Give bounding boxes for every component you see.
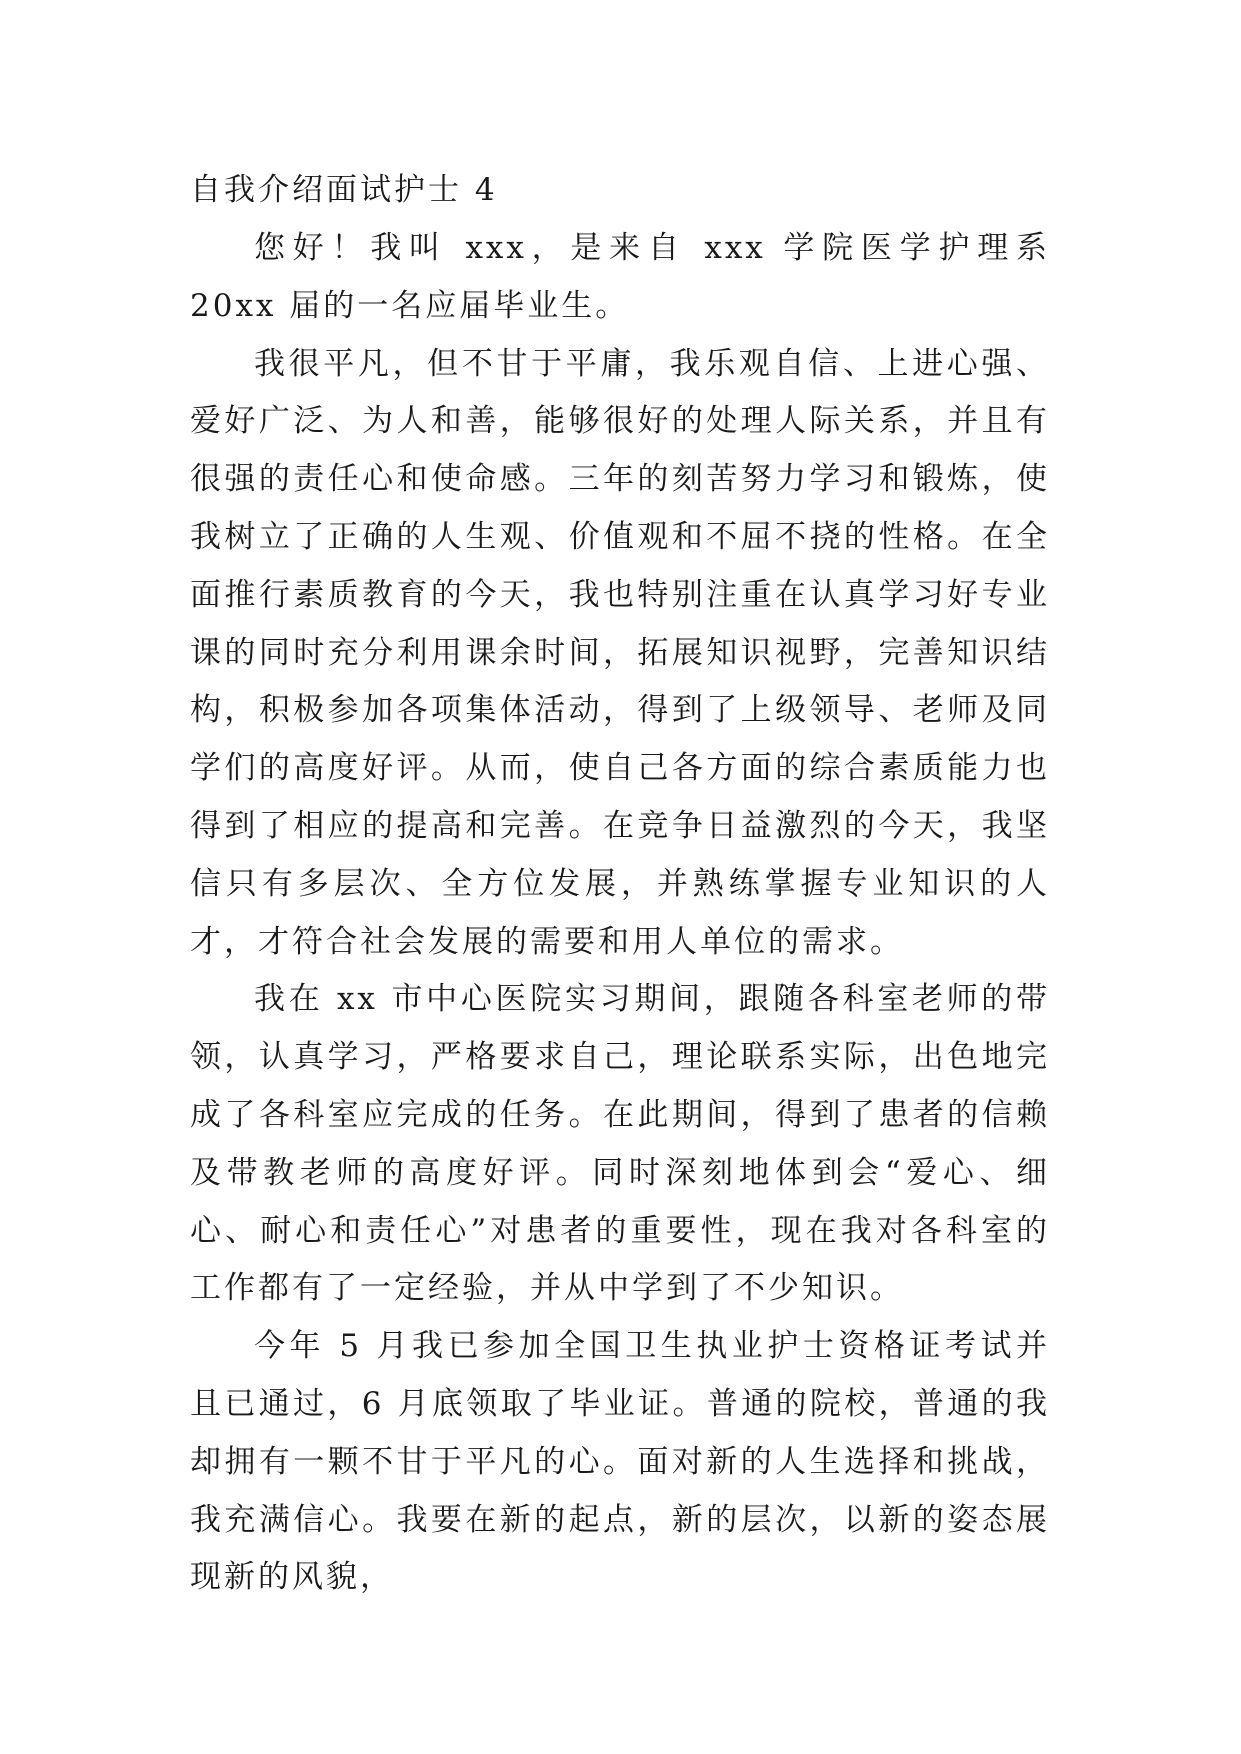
paragraph-internship: 我在 xx 市中心医院实习期间，跟随各科室老师的带领，认真学习，严格要求自己，理论联系实际，出色地完成了各科室应完成的任务。在此期间，得到了患者的信赖及带教老师的高度好评。同时深刻地体到会“爱心、细心、耐心和责任心”对患者的重要性，现在我对各科室的工作都有了一定经验，并从中学到了不少知识。	[190, 981, 1050, 1307]
document-title: 自我介绍面试护士 4	[190, 172, 498, 208]
document-body	[190, 160, 1050, 1607]
paragraph-greeting: 您好！我叫 xxx，是来自 xxx 学院医学护理系 20xx 届的一名应届毕业生。	[190, 230, 1050, 324]
paragraph-qualification: 今年 5 月我已参加全国卫生执业护士资格证考试并且已通过，6 月底领取了毕业证。普通的院校，普通的我却拥有一颗不甘于平凡的心。面对新的人生选择和挑战，我充满信心。我要在新的起点，新的层次，以新的姿态展现新的风貌，	[190, 1328, 1050, 1596]
paragraph-personality: 我很平凡，但不甘于平庸，我乐观自信、上进心强、爱好广泛、为人和善，能够很好的处理人际关系，并且有很强的责任心和使命感。三年的刻苦努力学习和锻炼，使我树立了正确的人生观、价值观和不屈不挠的性格。在全面推行素质教育的今天，我也特别注重在认真学习好专业课的同时充分利用课余时间，拓展知识视野，完善知识结构，积极参加各项集体活动，得到了上级领导、老师及同学们的高度好评。从而，使自己各方面的综合素质能力也得到了相应的提高和完善。在竞争日益激烈的今天，我坚信只有多层次、全方位发展，并熟练掌握专业知识的人才，才符合社会发展的需要和用人单位的需求。	[190, 345, 1050, 960]
